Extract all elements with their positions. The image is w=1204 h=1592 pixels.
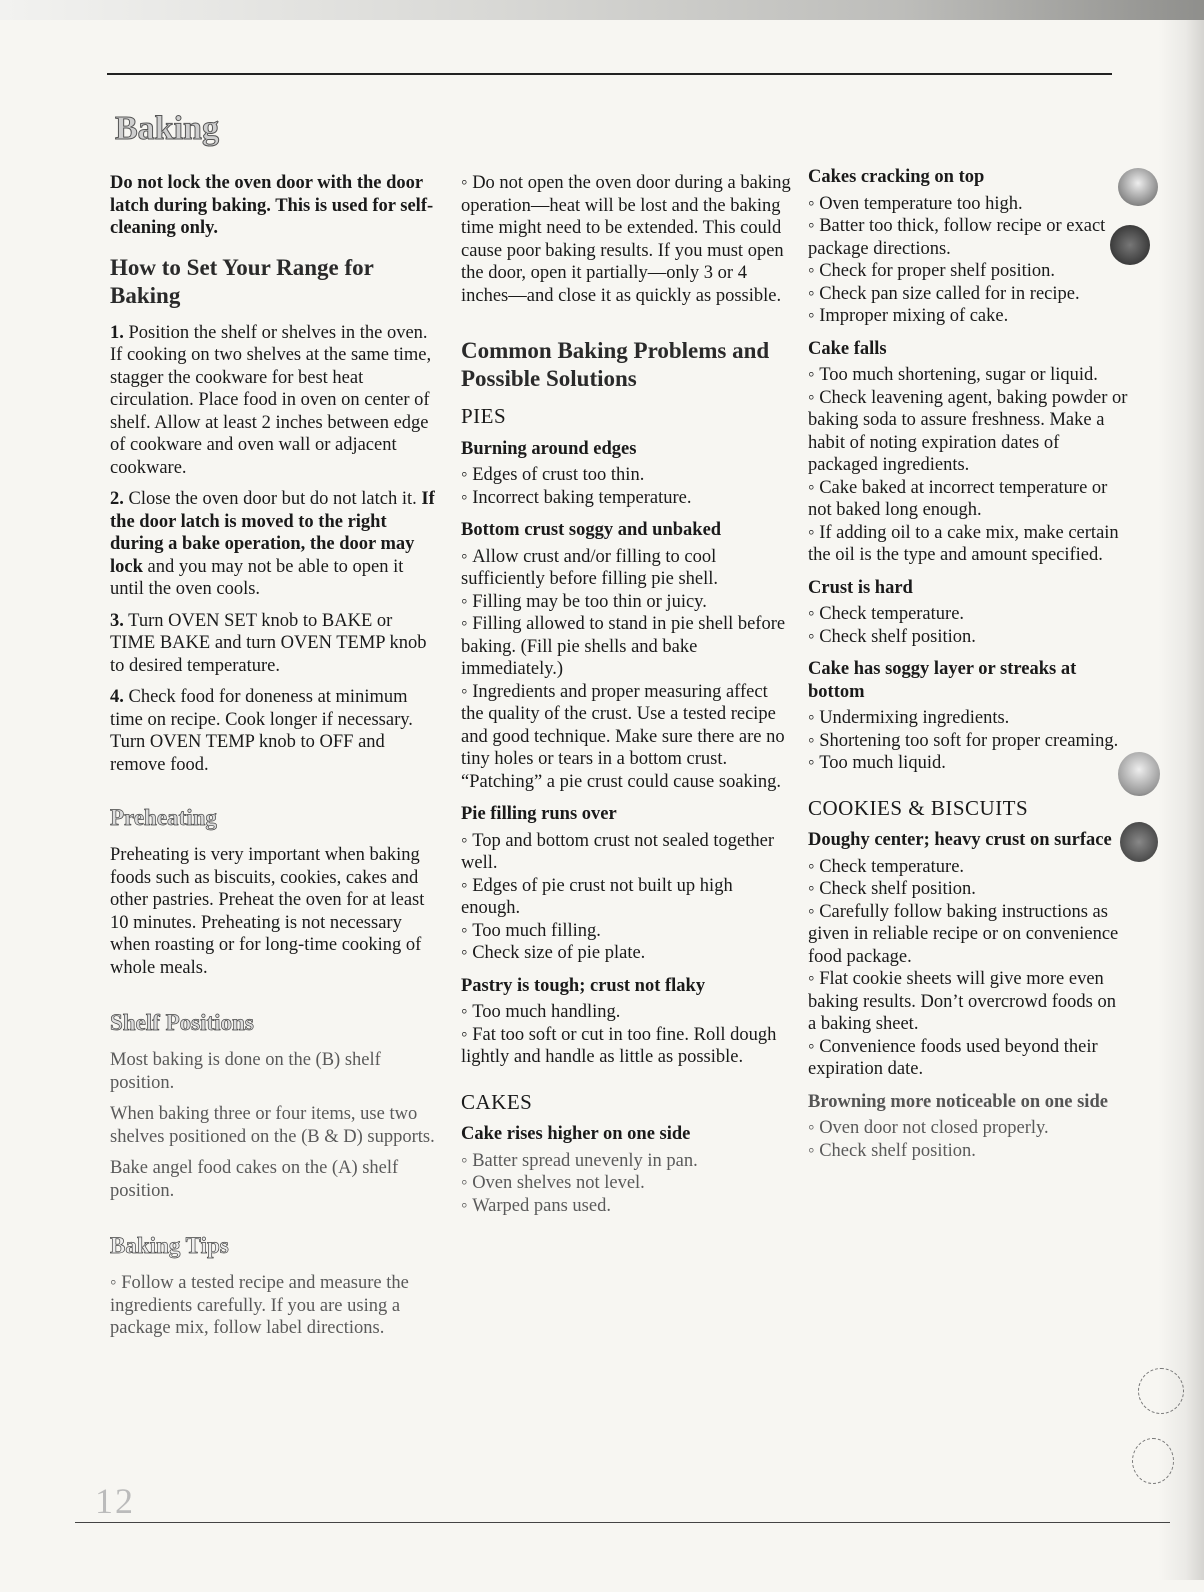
list-item: ◦ Check for proper shelf position. bbox=[808, 260, 1128, 283]
browning-heading: Browning more noticeable on one side bbox=[808, 1091, 1108, 1112]
column-3 bbox=[808, 166, 1128, 1170]
step-text: Position the shelf or shelves in the oven. If cooking on two shelves at the same time, stagger the cookware for best heat circulation. Place food in oven on center of shelf. Allow at least 2 inches between edge of cookware and oven wall or adjacent cookware. bbox=[110, 322, 432, 478]
common-problems-heading: Common Baking Problems and Possible Solutions bbox=[461, 338, 770, 391]
list-item: ◦ Check temperature. bbox=[808, 603, 1128, 626]
step-number: 2. bbox=[110, 489, 124, 509]
baking-tips-heading: Baking Tips bbox=[110, 1233, 229, 1258]
soggy-crust-list bbox=[461, 546, 791, 794]
step-text: Turn OVEN SET knob to BAKE or TIME BAKE and turn OVEN TEMP knob to desired temperature. bbox=[110, 610, 427, 676]
pastry-tough-list bbox=[461, 1001, 791, 1069]
list-item: ◦ Fat too soft or cut in too fine. Roll dough lightly and handle as little as possible. bbox=[461, 1024, 791, 1069]
cakes-cracking-heading: Cakes cracking on top bbox=[808, 167, 985, 187]
list-item: ◦ Filling allowed to stand in pie shell before baking. (Fill pie shells and bake immediately.) bbox=[461, 613, 791, 681]
step-number: 1. bbox=[110, 322, 124, 343]
list-item: ◦ Too much filling. bbox=[461, 920, 791, 943]
preheating-heading: Preheating bbox=[110, 805, 217, 830]
list-item: ◦ If adding oil to a cake mix, make certain the oil is the type and amount specified. bbox=[808, 522, 1128, 567]
how-to-set-heading: How to Set Your Range for Baking bbox=[110, 254, 374, 308]
bottom-rule bbox=[75, 1522, 1170, 1523]
page-number: 12 bbox=[95, 1481, 135, 1521]
step-warning-text: If the door latch is moved to the right during a bake operation, the door may lock bbox=[110, 489, 435, 577]
list-item: ◦ Allow crust and/or filling to cool sufficiently before filling pie shell. bbox=[461, 546, 791, 591]
list-item: ◦ Oven temperature too high. bbox=[808, 193, 1128, 216]
pastry-tough-heading: Pastry is tough; crust not flaky bbox=[461, 975, 706, 996]
list-item: ◦ Oven shelves not level. bbox=[461, 1172, 791, 1195]
list-item: ◦ Cake baked at incorrect temperature or not baked long enough. bbox=[808, 477, 1128, 522]
doughy-center-list bbox=[808, 856, 1128, 1081]
list-item: ◦ Oven door not closed properly. bbox=[808, 1117, 1128, 1140]
cake-rises-list bbox=[461, 1150, 791, 1218]
burning-heading: Burning around edges bbox=[461, 438, 637, 459]
soggy-layer-heading: Cake has soggy layer or streaks at bottom bbox=[808, 659, 1077, 702]
cake-falls-list bbox=[808, 364, 1128, 567]
crust-hard-list bbox=[808, 603, 1128, 648]
scan-top-edge bbox=[0, 0, 1204, 20]
list-item: ◦ Follow a tested recipe and measure the ingredients carefully. If you are using a package mix, follow label directions. bbox=[110, 1272, 440, 1340]
crust-hard-heading: Crust is hard bbox=[808, 577, 913, 598]
burning-list bbox=[461, 464, 791, 509]
list-item: ◦ Check shelf position. bbox=[808, 626, 1128, 649]
cake-rises-heading: Cake rises higher on one side bbox=[461, 1124, 691, 1144]
list-item: ◦ Check leavening agent, baking powder or baking soda to assure freshness. Make a habit of noting expiration dates of packaged ingredients. bbox=[808, 387, 1128, 477]
step-number: 3. bbox=[110, 610, 124, 631]
shelf-text-3: Bake angel food cakes on the (A) shelf position. bbox=[110, 1158, 399, 1201]
step-4 bbox=[110, 686, 440, 776]
step-number: 4. bbox=[110, 687, 124, 707]
cakes-heading: CAKES bbox=[461, 1089, 533, 1114]
filling-runs-heading: Pie filling runs over bbox=[461, 804, 617, 824]
list-item: ◦ Filling may be too thin or juicy. bbox=[461, 591, 791, 614]
soggy-crust-heading: Bottom crust soggy and unbaked bbox=[461, 520, 722, 540]
step-1 bbox=[110, 322, 440, 480]
binder-hole bbox=[1138, 1368, 1184, 1414]
list-item: ◦ Undermixing ingredients. bbox=[808, 707, 1128, 730]
shelf-text-1: Most baking is done on the (B) shelf position. bbox=[110, 1050, 381, 1093]
shelf-positions-heading: Shelf Positions bbox=[110, 1010, 254, 1035]
doughy-center-heading: Doughy center; heavy crust on surface bbox=[808, 830, 1112, 850]
step-3 bbox=[110, 610, 440, 678]
list-item: ◦ Carefully follow baking instructions as given in reliable recipe or on convenience food package. bbox=[808, 901, 1128, 969]
column-2 bbox=[461, 172, 791, 1225]
step-2 bbox=[110, 488, 440, 601]
list-item: ◦ Too much handling. bbox=[461, 1001, 791, 1024]
list-item: ◦ Too much shortening, sugar or liquid. bbox=[808, 364, 1128, 387]
list-item: ◦ Flat cookie sheets will give more even baking results. Don’t overcrowd foods on a baking sheet. bbox=[808, 968, 1128, 1036]
list-item: ◦ Convenience foods used beyond their expiration date. bbox=[808, 1036, 1128, 1081]
step-text: and you may not be able to open it until the oven cools. bbox=[110, 556, 404, 599]
binder-hole bbox=[1132, 1438, 1174, 1484]
list-item: ◦ Batter spread unevenly in pan. bbox=[461, 1150, 791, 1173]
cookies-biscuits-heading: COOKIES & BISCUITS bbox=[808, 795, 1029, 820]
list-item: ◦ Check shelf position. bbox=[808, 878, 1128, 901]
list-item: ◦ Shortening too soft for proper creaming. bbox=[808, 730, 1128, 753]
door-latch-warning: Do not lock the oven door with the door latch during baking. This is used for self-cleaning only. bbox=[110, 173, 434, 238]
step-text: Close the oven door but do not latch it. bbox=[128, 489, 422, 509]
list-item: ◦ Check size of pie plate. bbox=[461, 942, 791, 965]
step-text: Check food for doneness at minimum time on recipe. Cook longer if necessary. Turn OVEN TEMP knob to OFF and remove food. bbox=[110, 687, 413, 775]
filling-runs-list bbox=[461, 830, 791, 965]
list-item: ◦ Check shelf position. bbox=[808, 1140, 1128, 1163]
list-item: ◦ Check temperature. bbox=[808, 856, 1128, 879]
scan-right-edge bbox=[1158, 20, 1204, 1580]
list-item: ◦ Edges of pie crust not built up high enough. bbox=[461, 875, 791, 920]
cake-falls-heading: Cake falls bbox=[808, 338, 887, 359]
list-item: ◦ Do not open the oven door during a baking operation—heat will be lost and the baking time might need to be extended. This could cause poor baking results. If you must open the door, open it partially—only 3 or 4 inches—and close it as quickly as possible. bbox=[461, 172, 791, 307]
page-title: Baking bbox=[115, 110, 219, 147]
shelf-text-2: When baking three or four items, use two shelves positioned on the (B & D) supports. bbox=[110, 1104, 435, 1147]
list-item: ◦ Top and bottom crust not sealed together well. bbox=[461, 830, 791, 875]
top-rule bbox=[107, 73, 1112, 75]
pies-heading: PIES bbox=[461, 404, 507, 428]
list-item: ◦ Improper mixing of cake. bbox=[808, 305, 1128, 328]
door-tip-list bbox=[461, 172, 791, 307]
list-item: ◦ Too much liquid. bbox=[808, 752, 1128, 775]
list-item: ◦ Batter too thick, follow recipe or exact package directions. bbox=[808, 215, 1128, 260]
cakes-cracking-list bbox=[808, 193, 1128, 328]
browning-list bbox=[808, 1117, 1128, 1162]
list-item: ◦ Ingredients and proper measuring affect the quality of the crust. Use a tested recipe and good technique. Make sure there are no tiny holes or tears in a bottom crust. “Patching” a pie crust could cause soaking. bbox=[461, 681, 791, 794]
soggy-layer-list bbox=[808, 707, 1128, 775]
list-item: ◦ Incorrect baking temperature. bbox=[461, 487, 791, 510]
preheating-text: Preheating is very important when baking foods such as biscuits, cookies, cakes and other pastries. Preheat the oven for at least 10 minutes. Preheating is not necessary when roasting or for long-time cooking of whole meals. bbox=[110, 845, 425, 978]
list-item: ◦ Check pan size called for in recipe. bbox=[808, 283, 1128, 306]
list-item: ◦ Warped pans used. bbox=[461, 1195, 791, 1218]
column-1 bbox=[110, 172, 440, 1348]
baking-tips-list bbox=[110, 1272, 440, 1340]
list-item: ◦ Edges of crust too thin. bbox=[461, 464, 791, 487]
